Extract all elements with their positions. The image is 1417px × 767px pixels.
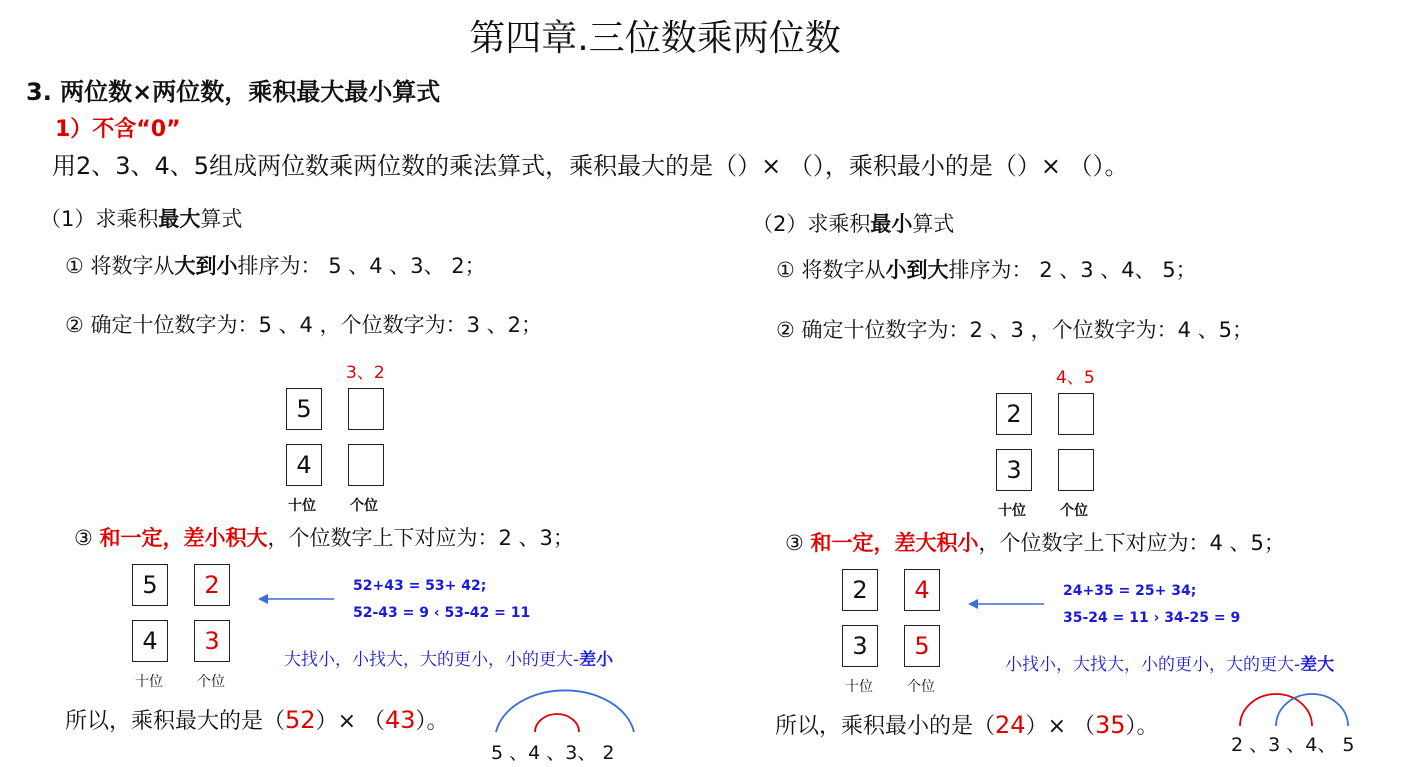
left-rule-text: 大找小，小找大，大的更小，小的更大- <box>284 650 580 670</box>
left-answer-post: ）。 <box>415 709 449 734</box>
right-step3 <box>785 527 1285 557</box>
right-d2-tens-top: 2 <box>842 569 878 611</box>
right-rule-bold: 差大 <box>1300 655 1335 675</box>
right-step1 <box>776 254 1197 284</box>
left-step3-pre: ③ <box>74 526 100 550</box>
right-d2-ones-top: 4 <box>904 569 940 611</box>
right-d1-tens-top: 2 <box>996 393 1032 435</box>
right-heading-pre: （2）求乘积 <box>752 212 871 236</box>
right-answer-a: 24 <box>995 711 1026 739</box>
left-pairing-arcs-icon <box>490 680 640 740</box>
right-step3-post: ，个位数字上下对应为：4 、5； <box>978 531 1285 555</box>
right-d2-label-ones: 个位 <box>907 679 935 695</box>
right-answer-b: 35 <box>1095 711 1126 739</box>
right-answer-pre: 所以，乘积最小的是（ <box>775 714 996 739</box>
left-d1-label-tens: 十位 <box>288 498 316 514</box>
left-answer-b: 43 <box>385 706 416 734</box>
right-heading-bold: 最小 <box>870 212 913 236</box>
right-d1-ones-top <box>1058 393 1094 435</box>
right-heading <box>752 208 954 238</box>
left-answer-mid: ）× （ <box>315 709 385 734</box>
right-answer-post: ）。 <box>1125 714 1159 739</box>
left-d1-tens-bottom: 4 <box>286 444 322 486</box>
left-heading <box>40 203 242 233</box>
left-rule <box>284 645 613 670</box>
right-d1-label-ones: 个位 <box>1060 503 1088 519</box>
right-answer <box>775 709 1159 740</box>
left-d2-tens-bottom: 4 <box>132 620 168 662</box>
left-step1 <box>65 250 486 280</box>
right-step1-post: 排序为： 2 、3 、4、 5； <box>948 258 1197 282</box>
page-title: 第四章.三位数乘两位数 <box>469 18 841 59</box>
right-sequence: 2 、3 、4、 5 <box>1231 734 1355 756</box>
right-note-line2: 35-24 = 11 › 34-25 = 9 <box>1063 610 1241 626</box>
right-arrow-icon <box>968 597 1048 611</box>
right-d1-ones-bottom <box>1058 449 1094 491</box>
right-d1-label-tens: 十位 <box>998 503 1026 519</box>
left-heading-pre: （1）求乘积 <box>40 207 159 231</box>
question-text: 用2、3、4、5组成两位数乘两位数的乘法算式，乘积最大的是（）× （），乘积最小的是（）× （）。 <box>52 152 1129 180</box>
left-candidate-digits: 3、2 <box>346 363 385 383</box>
right-step3-pre: ③ <box>785 531 811 555</box>
left-arrow-icon <box>258 592 338 606</box>
right-note-line1: 24+35 = 25+ 34; <box>1063 583 1197 599</box>
left-step3-key: 和一定，差小积大 <box>99 526 268 550</box>
right-d1-tens-bottom: 3 <box>996 449 1032 491</box>
left-sequence: 5 、4 、3、 2 <box>491 742 615 764</box>
left-d1-label-ones: 个位 <box>350 498 378 514</box>
left-d2-label-ones: 个位 <box>197 674 225 690</box>
right-step1-bold: 小到大 <box>885 258 949 282</box>
left-d2-label-tens: 十位 <box>135 674 163 690</box>
right-rule <box>1005 650 1334 675</box>
left-d1-ones-top <box>348 388 384 430</box>
left-d2-tens-top: 5 <box>132 564 168 606</box>
right-step3-key: 和一定，差大积小 <box>810 531 979 555</box>
right-step2: ② 确定十位数字为：2 、3 ，个位数字为：4 、5； <box>776 318 1253 342</box>
right-heading-post: 算式 <box>912 212 955 236</box>
left-d1-tens-top: 5 <box>286 388 322 430</box>
left-d2-ones-top: 2 <box>194 564 230 606</box>
left-answer <box>65 704 449 735</box>
left-step3-post: ，个位数字上下对应为：2 、3； <box>267 526 574 550</box>
left-note-line1: 52+43 = 53+ 42; <box>353 578 487 594</box>
right-d2-ones-bottom: 5 <box>904 625 940 667</box>
right-d2-tens-bottom: 3 <box>842 625 878 667</box>
right-rule-text: 小找小，大找大，小的更小，大的更大- <box>1005 655 1301 675</box>
left-d2-ones-bottom: 3 <box>194 620 230 662</box>
left-step1-bold: 大到小 <box>174 254 238 278</box>
left-answer-a: 52 <box>285 706 316 734</box>
left-note-line2: 52-43 = 9 ‹ 53-42 = 11 <box>353 605 531 621</box>
left-d1-ones-bottom <box>348 444 384 486</box>
right-d2-label-tens: 十位 <box>845 679 873 695</box>
left-answer-pre: 所以，乘积最大的是（ <box>65 709 286 734</box>
left-heading-post: 算式 <box>200 207 243 231</box>
subsection-heading: 1）不含“0” <box>55 117 181 142</box>
left-rule-bold: 差小 <box>579 650 614 670</box>
left-step1-pre: ① 将数字从 <box>65 254 175 278</box>
section-heading: 3. 两位数×两位数，乘积最大最小算式 <box>26 78 441 106</box>
right-candidate-digits: 4、5 <box>1056 368 1095 388</box>
right-answer-mid: ）× （ <box>1025 714 1095 739</box>
left-step2: ② 确定十位数字为：5 、4 ，个位数字为：3 、2； <box>65 313 542 337</box>
left-step1-post: 排序为： 5 、4 、3、 2； <box>237 254 486 278</box>
left-heading-bold: 最大 <box>158 207 201 231</box>
left-step3 <box>74 522 574 552</box>
right-step1-pre: ① 将数字从 <box>776 258 886 282</box>
